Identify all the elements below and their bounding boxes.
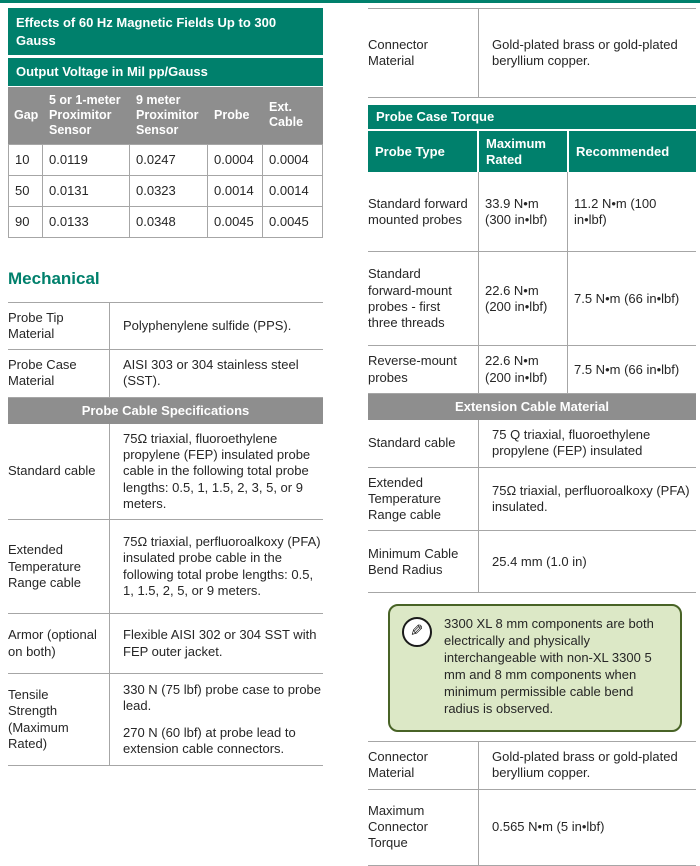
spec-label: Maximum Connector Torque xyxy=(368,790,479,865)
table-cell: 22.6 N•m (200 in•lbf) xyxy=(479,252,568,345)
spec-value xyxy=(110,675,323,764)
table-cell: 0.0004 xyxy=(263,145,323,176)
table-row xyxy=(368,252,696,346)
table-cell: 11.2 N•m (100 in•lbf) xyxy=(574,195,657,227)
spec-value-paragraph: 330 N (75 lbf) probe case to probe lead. xyxy=(123,682,322,714)
mechanical-spec-table xyxy=(8,302,323,767)
magnetic-table-title: Effects of 60 Hz Magnetic Fields Up to 300 Gauss xyxy=(8,8,323,55)
column-header-probe-type: Probe Type xyxy=(368,131,477,172)
magnetic-table-body xyxy=(8,144,323,239)
table-cell: 0.0131 xyxy=(43,176,130,207)
spec-label: Tensile Strength (Maximum Rated) xyxy=(8,674,110,765)
page-top-rule xyxy=(0,0,700,3)
spec-label: Extended Temperature Range cable xyxy=(8,520,110,613)
interchangeability-note xyxy=(388,604,682,731)
spec-value-paragraph: 270 N (60 lbf) at probe lead to extension cable connectors. xyxy=(123,724,296,756)
magnetic-table-subtitle: Output Voltage in Mil pp/Gauss xyxy=(8,58,323,86)
column-header-recommended: Recommended xyxy=(569,131,696,172)
spec-value: Gold-plated brass or gold-plated beryllium copper. xyxy=(492,36,678,68)
spec-row-standard-cable xyxy=(8,424,323,520)
table-cell: 0.0014 xyxy=(263,176,323,207)
table-cell: 7.5 N•m (66 in•lbf) xyxy=(574,361,680,377)
table-cell: 10 xyxy=(8,145,43,176)
spec-value: 75 Q triaxial, fluoroethylene propylene (FEP) insulated xyxy=(492,427,651,459)
table-cell: 90 xyxy=(8,207,43,238)
table-cell: 0.0323 xyxy=(130,176,208,207)
spec-label: Connector Material xyxy=(368,9,479,97)
connector-bottom-table xyxy=(368,741,696,866)
spec-value: 75Ω triaxial, fluoroethylene propylene (FEP) insulated probe cable in the following total probe lengths: 0.5, 1, 1.5, 2, 3, 5, or 9 meters. xyxy=(123,430,311,511)
spec-label: Extended Temperature Range cable xyxy=(368,468,479,531)
torque-table-body xyxy=(368,172,696,394)
column-header-9m-proximitor: 9 meter Proximitor Sensor xyxy=(136,92,199,137)
extension-cable-material-banner: Extension Cable Material xyxy=(368,394,696,420)
magnetic-table-header xyxy=(8,87,323,144)
spec-row-probe-case-material xyxy=(8,350,323,398)
torque-table-header xyxy=(368,131,696,172)
column-header-ext-cable: Ext. Cable xyxy=(269,100,304,130)
spec-label: Standard cable xyxy=(8,424,110,519)
spec-label: Minimum Cable Bend Radius xyxy=(368,531,479,592)
spec-value: 75Ω triaxial, perfluoroalkoxy (PFA) insulated probe cable in the following total probe lengths: 0.5, 1, 1.5, 2, 5, or 9 meters. xyxy=(123,534,321,598)
column-header-probe: Probe xyxy=(214,107,250,122)
spec-label: Standard cable xyxy=(368,420,479,467)
table-cell: 22.6 N•m (200 in•lbf) xyxy=(479,346,568,393)
spec-label: Connector Material xyxy=(368,742,479,789)
spec-value: Polyphenylene sulfide (PPS). xyxy=(123,317,292,333)
table-row xyxy=(368,346,696,394)
spec-label: Armor (optional on both) xyxy=(8,614,110,673)
pencil-icon: ✎ xyxy=(402,617,432,647)
spec-row-probe-tip-material xyxy=(8,303,323,351)
mechanical-section-heading: Mechanical xyxy=(8,269,100,289)
table-cell: Standard forward-mount probes - first three threads xyxy=(368,252,479,345)
note-text: 3300 XL 8 mm components are both electrically and physically interchangeable with non-XL 3300 5 mm and 8 mm components when minimum permissible cable bend radius is observed. xyxy=(444,616,654,716)
table-cell: Standard forward mounted probes xyxy=(368,172,479,251)
spec-label: Probe Case Material xyxy=(8,350,110,397)
left-column xyxy=(8,8,323,766)
table-row xyxy=(368,172,696,252)
column-header-gap: Gap xyxy=(14,107,39,122)
spec-row-standard-cable xyxy=(368,420,696,468)
table-cell: 0.0247 xyxy=(130,145,208,176)
table-cell: 0.0014 xyxy=(208,176,263,207)
probe-cable-specifications-banner: Probe Cable Specifications xyxy=(8,398,323,424)
spec-row-extended-temp-cable xyxy=(8,520,323,614)
spec-row-armor xyxy=(8,614,323,674)
spec-value: Gold-plated brass or gold-plated beryllium copper. xyxy=(492,749,678,781)
table-cell: Reverse-mount probes xyxy=(368,346,479,393)
spec-row-extended-temp-cable xyxy=(368,468,696,532)
table-cell: 0.0004 xyxy=(208,145,263,176)
probe-case-torque-banner: Probe Case Torque xyxy=(368,105,696,129)
column-header-5m-proximitor: 5 or 1-meter Proximitor Sensor xyxy=(49,92,121,137)
table-cell: 7.5 N•m (66 in•lbf) xyxy=(574,290,680,306)
column-header-maximum-rated: Maximum Rated xyxy=(479,131,567,172)
spec-value: 0.565 N•m (5 in•lbf) xyxy=(492,819,605,835)
table-cell: 0.0045 xyxy=(208,207,263,238)
spec-row-connector-material xyxy=(368,9,696,98)
spec-label: Probe Tip Material xyxy=(8,303,110,350)
table-cell: 33.9 N•m (300 in•lbf) xyxy=(479,172,568,251)
table-row xyxy=(8,176,323,207)
table-row xyxy=(8,145,323,176)
spec-row-min-cable-bend-radius xyxy=(368,531,696,593)
spec-row-tensile-strength xyxy=(8,674,323,766)
spec-value: AISI 303 or 304 stainless steel (SST). xyxy=(123,357,299,389)
table-cell: 0.0119 xyxy=(43,145,130,176)
spec-value: 75Ω triaxial, perfluoroalkoxy (PFA) insulated. xyxy=(492,482,690,515)
connector-material-top-table xyxy=(368,8,696,98)
spec-row-connector-material xyxy=(368,742,696,790)
right-column xyxy=(368,8,696,866)
table-cell: 0.0045 xyxy=(263,207,323,238)
table-cell: 0.0133 xyxy=(43,207,130,238)
table-cell: 0.0348 xyxy=(130,207,208,238)
table-cell: 50 xyxy=(8,176,43,207)
extension-cable-table xyxy=(368,420,696,593)
spec-value: 25.4 mm (1.0 in) xyxy=(492,553,587,569)
spec-row-max-connector-torque xyxy=(368,790,696,866)
table-row xyxy=(8,207,323,238)
spec-value: Flexible AISI 302 or 304 SST with FEP outer jacket. xyxy=(123,627,317,659)
